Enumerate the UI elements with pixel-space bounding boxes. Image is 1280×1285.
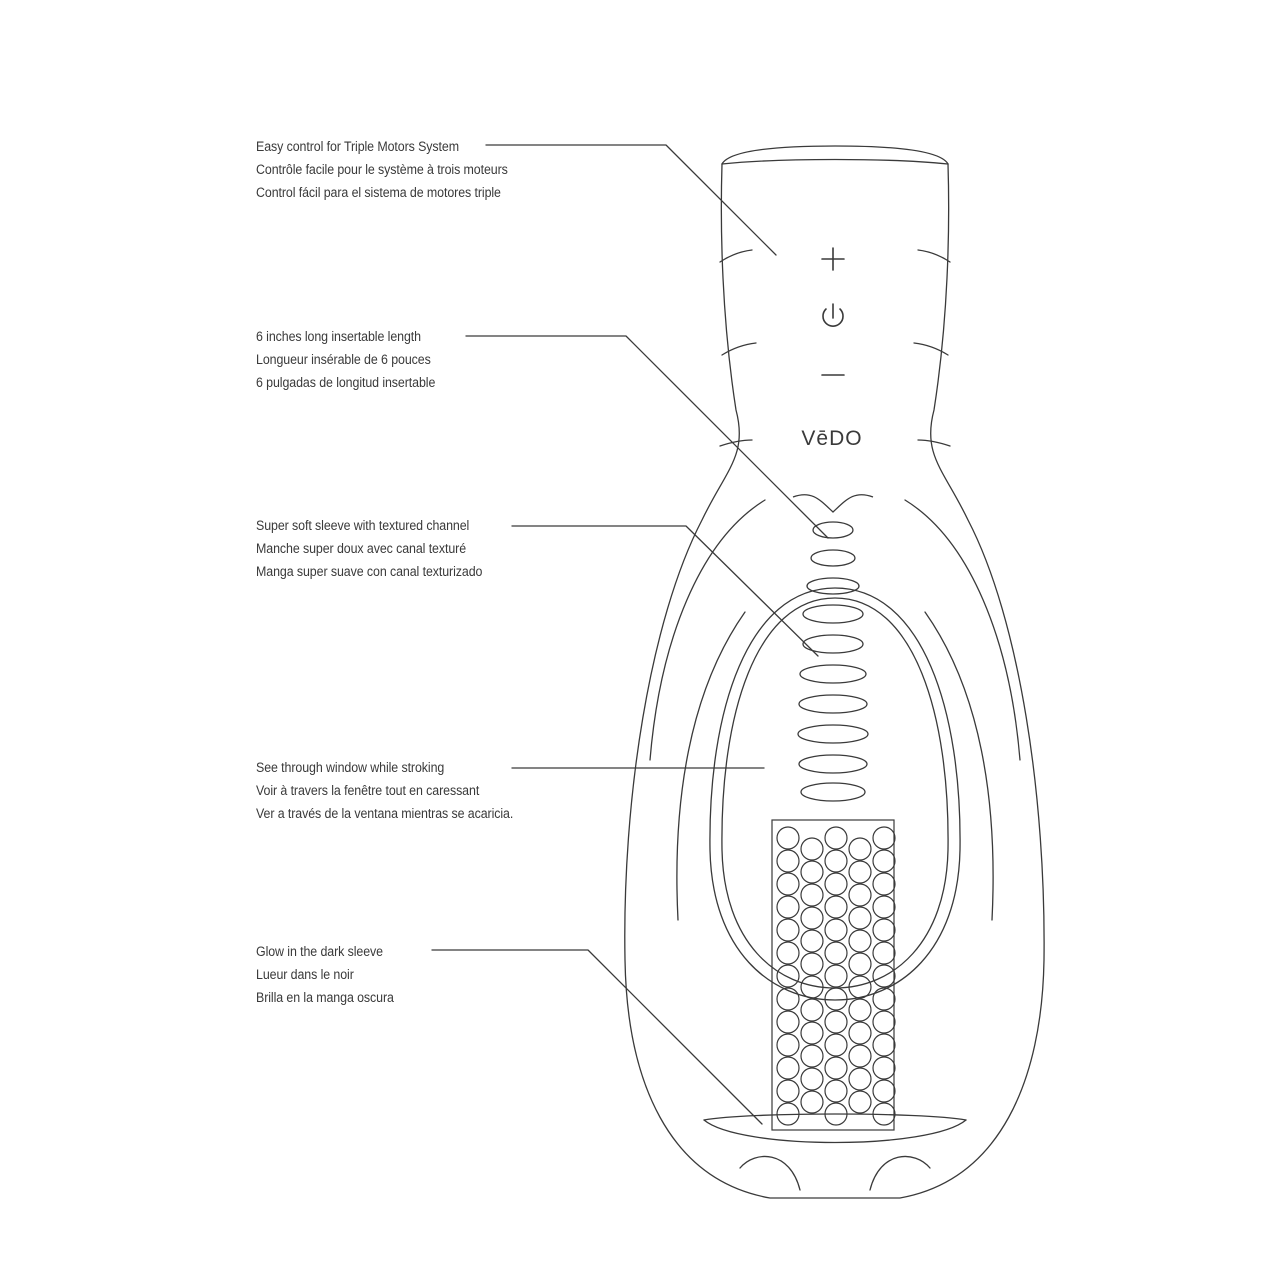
texture-bead xyxy=(825,988,847,1010)
texture-bead xyxy=(801,907,823,929)
texture-bead xyxy=(777,1057,799,1079)
texture-bead xyxy=(825,1034,847,1056)
texture-bead xyxy=(777,965,799,987)
texture-bead xyxy=(873,827,895,849)
texture-bead xyxy=(825,850,847,872)
brand-logo: VēDO xyxy=(801,427,863,450)
texture-bead xyxy=(873,873,895,895)
callout-line: Manga super suave con canal texturizado xyxy=(256,564,483,579)
texture-bead xyxy=(777,827,799,849)
texture-bead xyxy=(801,861,823,883)
texture-bead xyxy=(801,953,823,975)
texture-bead xyxy=(825,1057,847,1079)
window-inner xyxy=(722,598,948,988)
bead-texture-panel xyxy=(772,820,895,1130)
texture-bead xyxy=(801,999,823,1021)
leader-line-sleeve xyxy=(512,526,818,656)
channel-rib xyxy=(799,695,867,713)
callout-controls xyxy=(256,135,508,204)
texture-bead xyxy=(777,988,799,1010)
callout-line: Longueur insérable de 6 pouces xyxy=(256,352,431,367)
channel-rib xyxy=(800,665,866,683)
callout-line: 6 inches long insertable length xyxy=(256,329,421,344)
channel-opening xyxy=(793,495,873,512)
texture-bead xyxy=(801,1022,823,1044)
callout-line: Voir à travers la fenêtre tout en caressant xyxy=(256,783,480,798)
texture-bead xyxy=(801,1045,823,1067)
callout-line: See through window while stroking xyxy=(256,760,445,775)
texture-bead xyxy=(849,1091,871,1113)
callout-length xyxy=(256,325,435,394)
texture-bead xyxy=(825,919,847,941)
leader-line-glow xyxy=(432,950,762,1124)
texture-bead xyxy=(873,1011,895,1033)
window-outer xyxy=(710,588,960,1000)
callout-line: Control fácil para el sistema de motores triple xyxy=(256,185,501,200)
channel-rib xyxy=(813,522,853,538)
texture-bead xyxy=(849,999,871,1021)
power-icon[interactable] xyxy=(823,304,843,326)
device-body-outline xyxy=(625,164,1044,1198)
texture-bead xyxy=(849,1022,871,1044)
callout-line: Manche super doux avec canal texturé xyxy=(256,541,467,556)
channel-rib xyxy=(799,755,867,773)
texture-bead xyxy=(825,896,847,918)
texture-bead xyxy=(849,907,871,929)
texture-bead xyxy=(873,919,895,941)
callout-glow xyxy=(256,940,394,1009)
texture-bead xyxy=(825,1011,847,1033)
texture-bead xyxy=(777,1011,799,1033)
texture-bead xyxy=(849,930,871,952)
texture-bead xyxy=(849,1045,871,1067)
texture-bead xyxy=(873,988,895,1010)
leader-line-controls xyxy=(486,145,776,255)
texture-bead xyxy=(849,953,871,975)
channel-rib xyxy=(798,725,868,743)
texture-bead xyxy=(777,850,799,872)
texture-bead xyxy=(873,942,895,964)
texture-bead xyxy=(849,884,871,906)
callout-line: Ver a través de la ventana mientras se acaricia. xyxy=(256,806,514,821)
device-top-cap-edge xyxy=(722,160,948,165)
callout-line: Glow in the dark sleeve xyxy=(256,944,383,959)
texture-bead xyxy=(777,1034,799,1056)
callout-line: Easy control for Triple Motors System xyxy=(256,139,459,154)
callout-window xyxy=(256,756,513,825)
texture-bead xyxy=(825,827,847,849)
textured-channel xyxy=(793,495,873,801)
texture-bead xyxy=(777,896,799,918)
leader-line-length xyxy=(466,336,828,538)
texture-bead xyxy=(801,1091,823,1113)
texture-bead xyxy=(825,942,847,964)
texture-bead xyxy=(873,850,895,872)
callout-line: 6 pulgadas de longitud insertable xyxy=(256,375,436,390)
texture-bead xyxy=(801,930,823,952)
texture-bead xyxy=(801,838,823,860)
callout-sleeve xyxy=(256,514,482,583)
texture-bead xyxy=(777,873,799,895)
texture-bead xyxy=(873,1057,895,1079)
texture-bead xyxy=(801,884,823,906)
callout-line: Super soft sleeve with textured channel xyxy=(256,518,470,533)
texture-bead xyxy=(825,873,847,895)
channel-rib xyxy=(803,605,863,623)
texture-bead xyxy=(873,1034,895,1056)
texture-bead xyxy=(873,896,895,918)
texture-bead xyxy=(801,1068,823,1090)
texture-bead xyxy=(777,919,799,941)
callout-line: Lueur dans le noir xyxy=(256,967,354,982)
callout-line: Brilla en la manga oscura xyxy=(256,990,394,1005)
channel-rib xyxy=(803,635,863,653)
channel-rib xyxy=(801,783,865,801)
plus-icon[interactable] xyxy=(822,248,844,270)
callout-line: Contrôle facile pour le système à trois moteurs xyxy=(256,162,508,177)
texture-bead xyxy=(777,1080,799,1102)
texture-bead xyxy=(825,1080,847,1102)
texture-bead xyxy=(777,942,799,964)
channel-rib xyxy=(807,578,859,594)
texture-bead xyxy=(849,1068,871,1090)
texture-bead xyxy=(825,965,847,987)
texture-bead xyxy=(849,838,871,860)
channel-rib xyxy=(811,550,855,566)
texture-bead xyxy=(849,861,871,883)
texture-bead xyxy=(873,1080,895,1102)
